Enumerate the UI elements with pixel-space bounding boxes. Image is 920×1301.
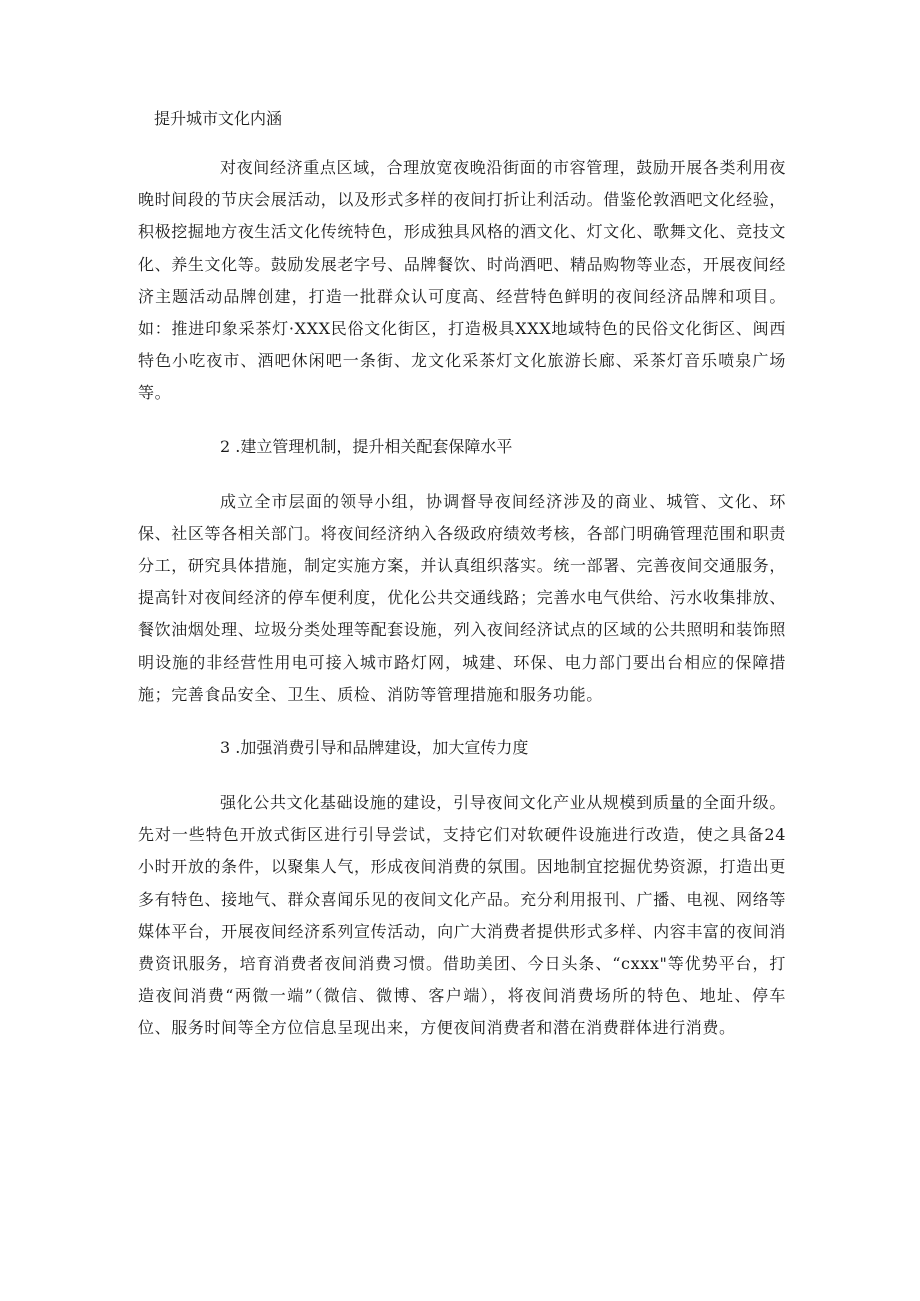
section-heading-consumption: 3 .加强消费引导和品牌建设，加大宣传力度 [220,738,529,758]
paragraph-culture: 对夜间经济重点区域，合理放宽夜晚沿街面的市容管理，鼓励开展各类利用夜晚时间段的节庆会展活动，以及形式多样的夜间打折让利活动。借鉴伦敦酒吧文化经验，积极挖掘地方夜生活文化传统特色，形成独具风格的酒文化、灯文化、歌舞文化、竞技文化、养生文化等。鼓励发展老字号、品牌餐饮、时尚酒吧、精品购物等业态，开展夜间经济主题活动品牌创建，打造一批群众认可度高、经营特色鲜明的夜间经济品牌和项目。如：推进印象采茶灯·XXX民俗文化街区，打造极具XXX地域特色的民俗文化街区、闽西特色小吃夜市、酒吧休闲吧一条街、龙文化采茶灯文化旅游长廊、采茶灯音乐喷泉广场等。 [138,158,786,403]
section-heading-management: 2 .建立管理机制，提升相关配套保障水平 [220,436,513,456]
document-page [138,106,786,1045]
paragraph-consumption: 强化公共文化基础设施的建设，引导夜间文化产业从规模到质量的全面升级。先对一些特色开放式街区进行引导尝试，支持它们对软硬件设施进行改造，使之具备24小时开放的条件，以聚集人气，形成夜间消费的氛围。因地制宜挖掘优势资源，打造出更多有特色、接地气、群众喜闻乐见的夜间文化产品。充分利用报刊、广播、电视、网络等媒体平台，开展夜间经济系列宣传活动，向广大消费者提供形式多样、内容丰富的夜间消费资讯服务，培育消费者夜间消费习惯。借助美团、今日头条、“cxxx"等优势平台，打造夜间消费“两微一端”（微信、微博、客户端），将夜间消费场所的特色、地址、停车位、服务时间等全方位信息呈现出来，方便夜间消费者和潜在消费群体进行消费。 [138,793,786,1038]
paragraph-management: 成立全市层面的领导小组，协调督导夜间经济涉及的商业、城管、文化、环保、社区等各相关部门。将夜间经济纳入各级政府绩效考核，各部门明确管理范围和职责分工，研究具体措施，制定实施方案，并认真组织落实。统一部署、完善夜间交通服务，提高针对夜间经济的停车便利度，优化公共交通线路；完善水电气供给、污水收集排放、餐饮油烟处理、垃圾分类处理等配套设施，列入夜间经济试点的区域的公共照明和装饰照明设施的非经营性用电可接入城市路灯网，城建、环保、电力部门要出台相应的保障措施；完善食品安全、卫生、质检、消防等管理措施和服务功能。 [138,491,786,704]
section-heading-culture: 提升城市文化内涵 [154,109,283,128]
